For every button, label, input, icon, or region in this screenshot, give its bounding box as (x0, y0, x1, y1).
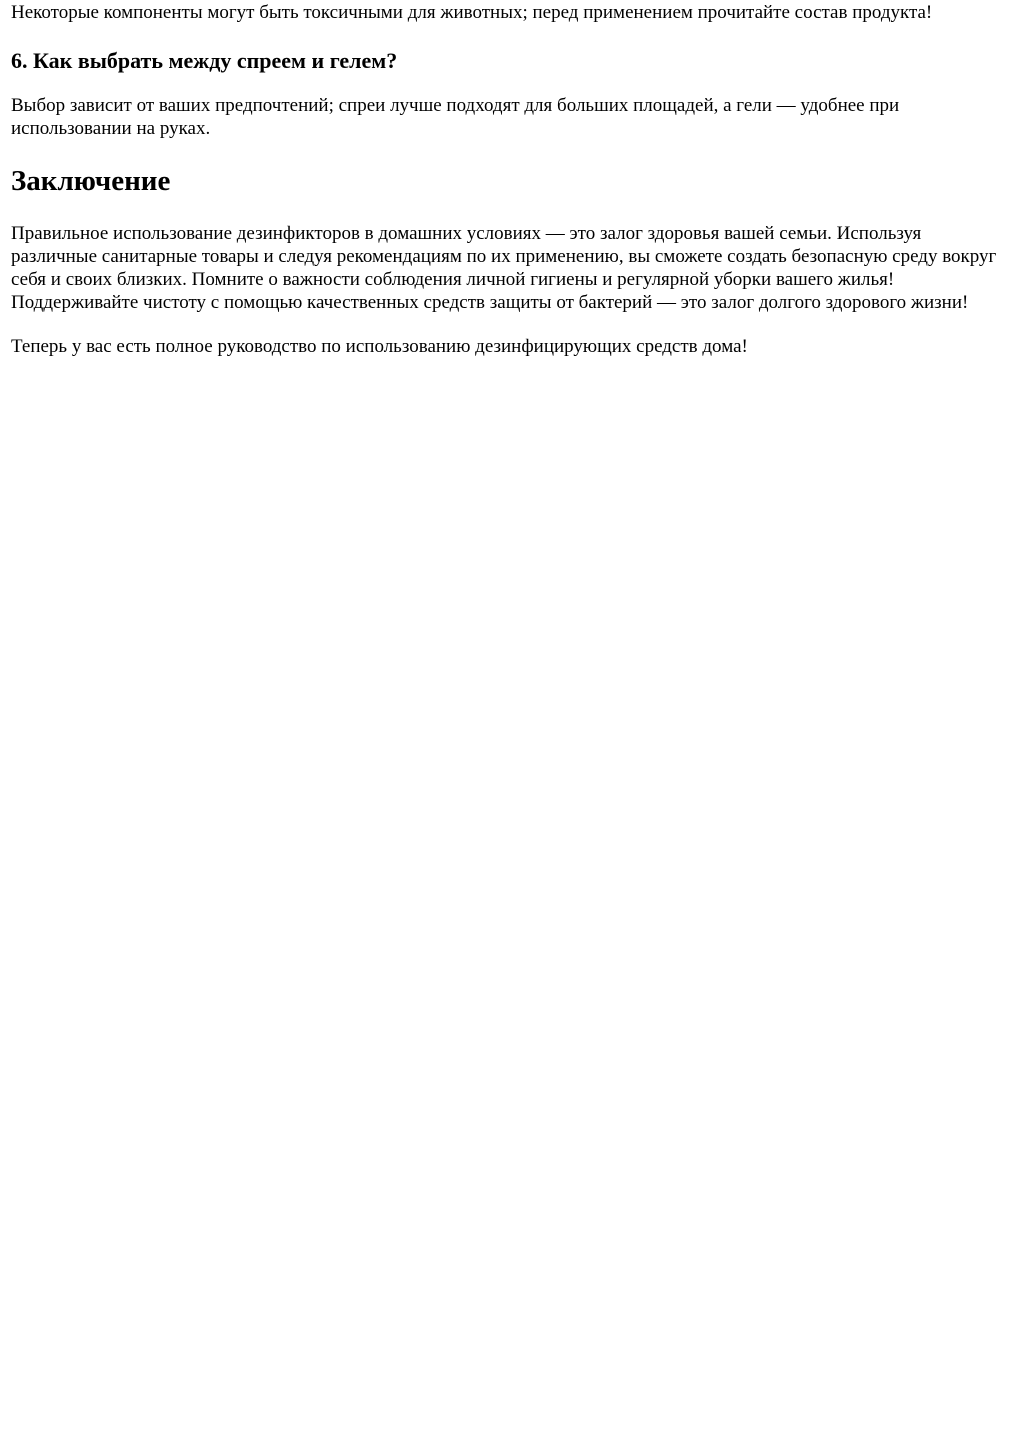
intro-paragraph: Некоторые компоненты могут быть токсичными для животных; перед применением прочитайте состав продукта! (11, 2, 933, 23)
conclusion-paragraph-2: Теперь у вас есть полное руководство по использованию дезинфицирующих средств дома! (11, 336, 748, 357)
faq-6-heading: 6. Как выбрать между спреем и гелем? (11, 48, 398, 73)
conclusion-heading: Заключение (11, 165, 171, 197)
faq-item-6 (11, 46, 1001, 140)
faq-6-answer: Выбор зависит от ваших предпочтений; спреи лучше подходят для больших площадей, а гели — удобнее при использовании на руках. (11, 95, 900, 139)
article-content (11, 46, 1001, 358)
conclusion-section (11, 164, 1001, 358)
conclusion-paragraph-1: Правильное использование дезинфикторов в домашних условиях — это залог здоровья вашей семьи. Используя различные санитарные товары и следуя рекомендациям по их применению, вы сможете создать безопасную среду вокруг себя и своих близких. Помните о важности соблюдения личной гигиены и регулярной уборки вашего жилья! Поддерживайте чистоту с помощью качественных средств защиты от бактерий — это залог долгого здорового жизни! (11, 223, 997, 313)
